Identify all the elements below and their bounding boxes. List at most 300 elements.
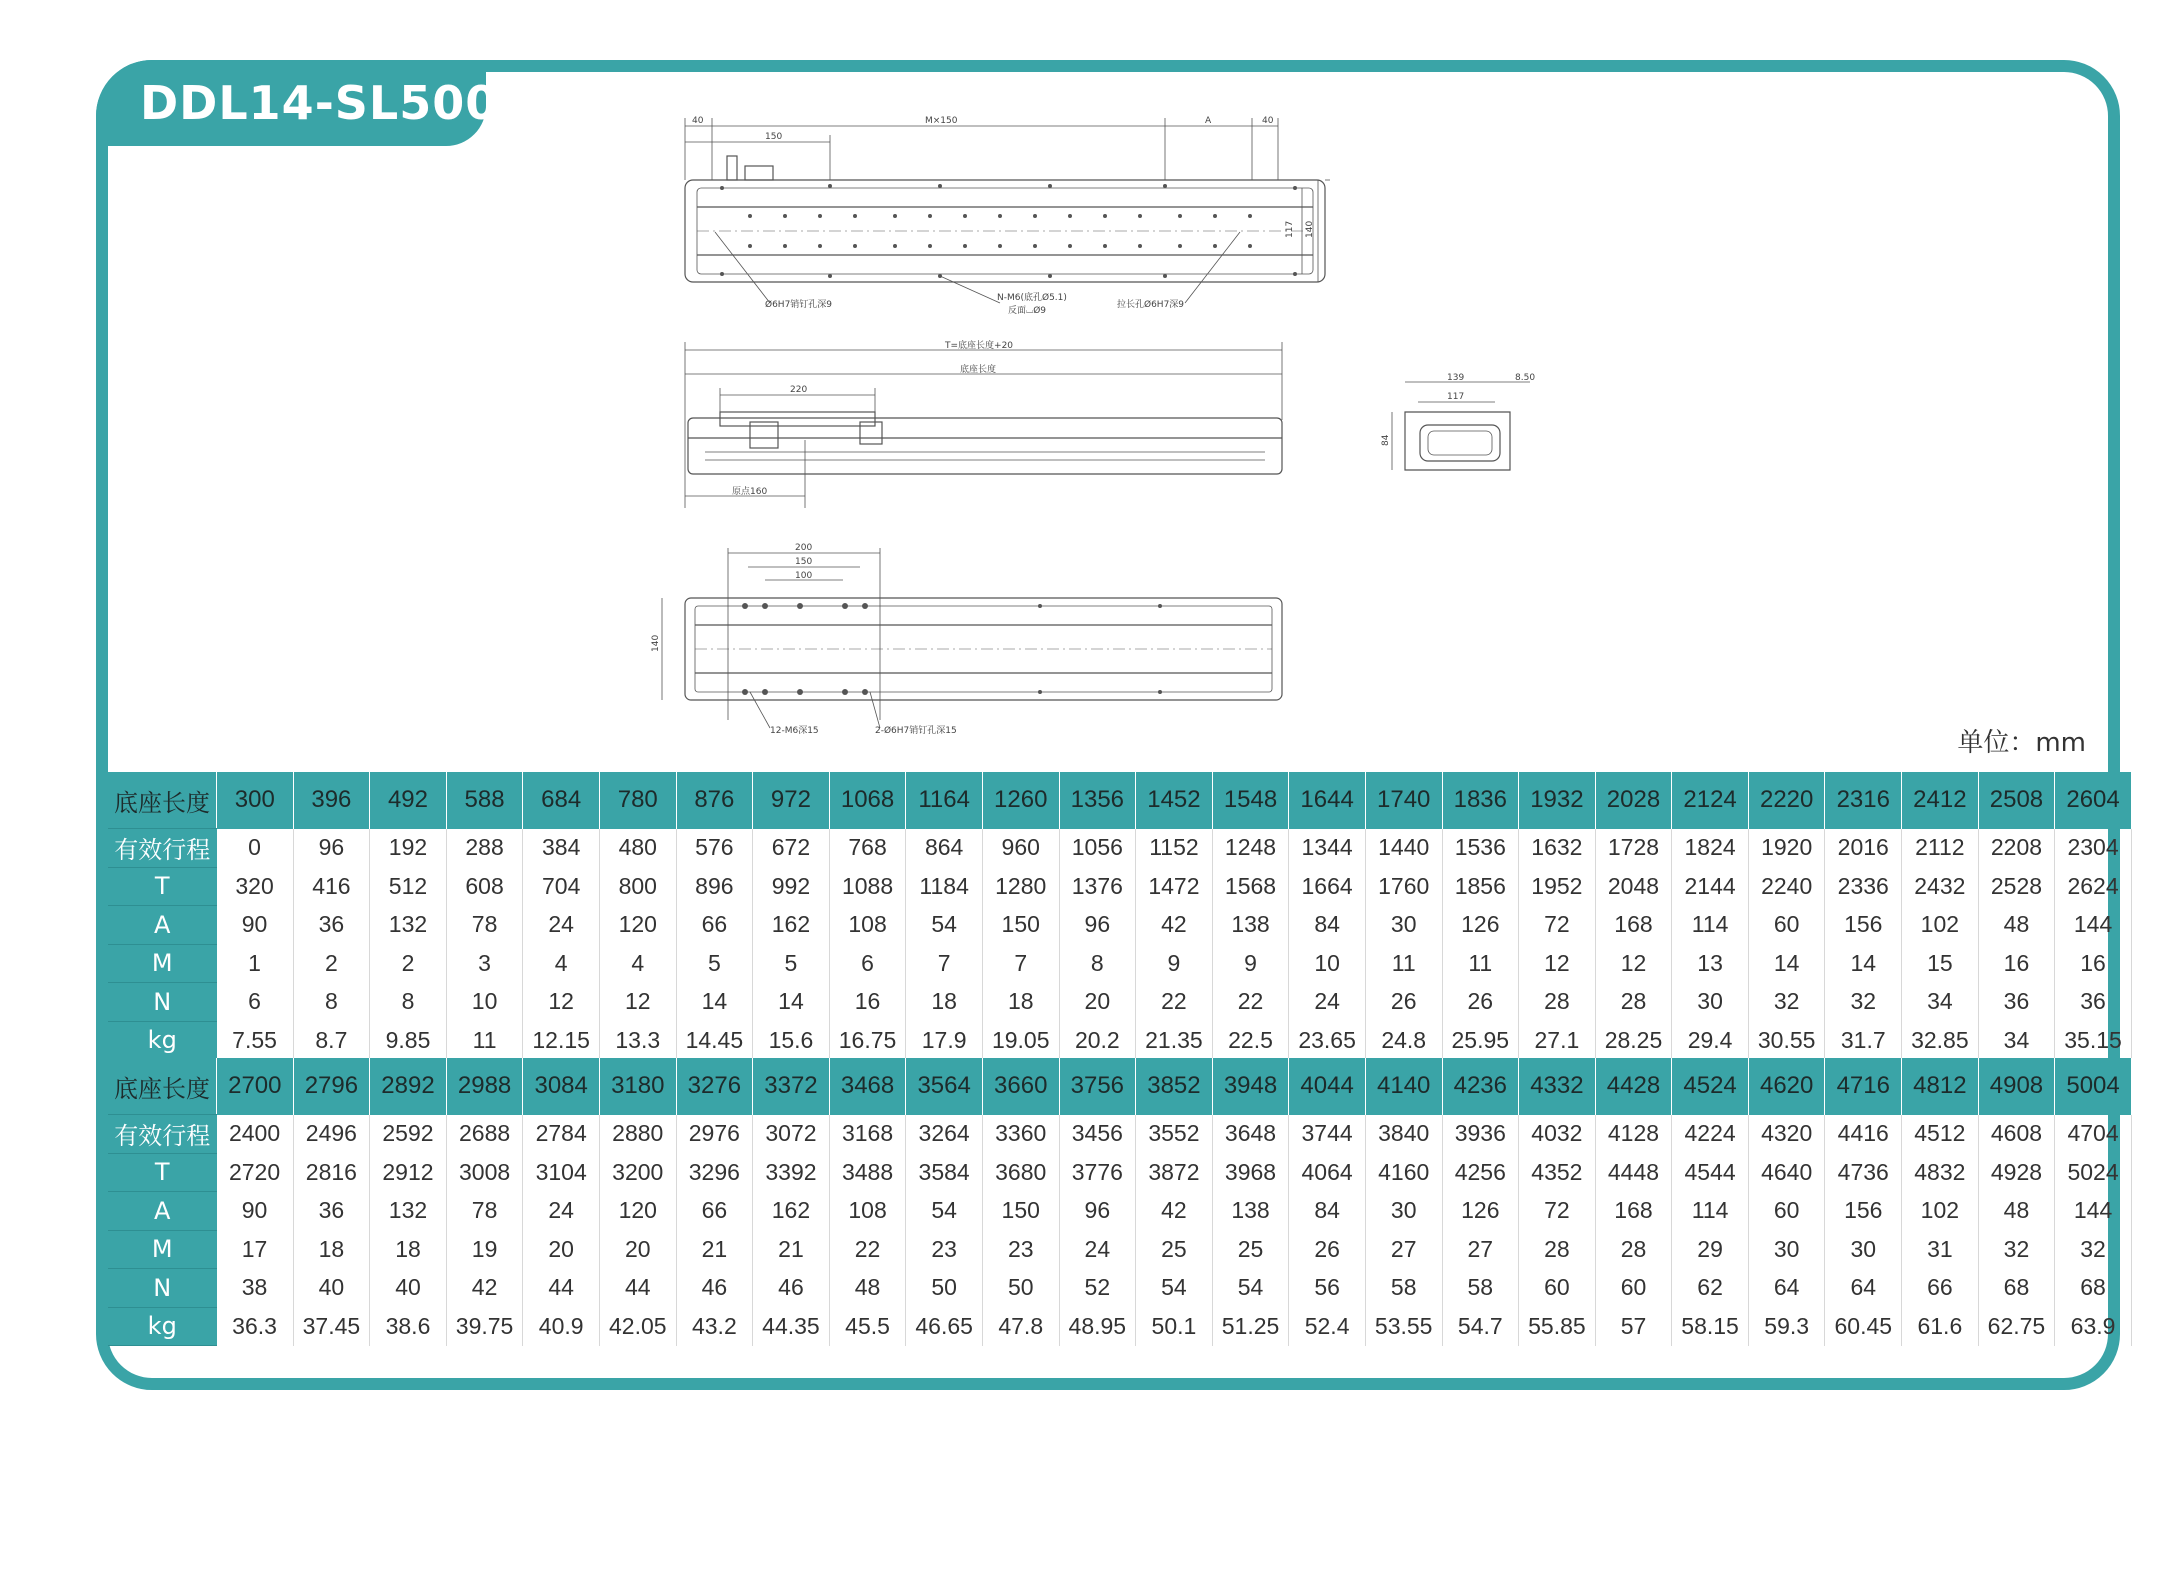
table-cell: 2144 [1672, 867, 1749, 906]
table-cell: 1248 [1212, 829, 1289, 868]
dim-origin-160: 原点160 [732, 487, 768, 497]
table-cell: 66 [676, 1192, 753, 1231]
table-cell: 4416 [1825, 1115, 1902, 1154]
table-cell: 46 [753, 1269, 830, 1308]
table-cell: 21 [753, 1230, 830, 1269]
table-cell: 28 [1595, 1230, 1672, 1269]
table-cell: 162 [753, 906, 830, 945]
base-length-cell: 3660 [982, 1058, 1059, 1115]
table-cell: 3680 [982, 1153, 1059, 1192]
base-length-cell: 2124 [1672, 772, 1749, 829]
table-cell: 3584 [906, 1153, 983, 1192]
table-cell: 44 [599, 1269, 676, 1308]
table-cell: 21 [676, 1230, 753, 1269]
table-cell: 84 [1289, 906, 1366, 945]
base-length-cell: 492 [370, 772, 447, 829]
table-cell: 26 [1365, 983, 1442, 1022]
table-cell: 672 [753, 829, 830, 868]
table-cell: 6 [217, 983, 294, 1022]
table-cell: 2048 [1595, 867, 1672, 906]
table-cell: 38.6 [370, 1307, 447, 1346]
table-cell: 1 [217, 944, 294, 983]
base-length-cell: 780 [599, 772, 676, 829]
base-length-cell: 4908 [1978, 1058, 2055, 1115]
dim-117: 117 [1285, 220, 1295, 238]
table-cell: 144 [2055, 1192, 2132, 1231]
table-cell: 1728 [1595, 829, 1672, 868]
table-cell: 16 [1978, 944, 2055, 983]
table-cell: 42 [1136, 1192, 1213, 1231]
table-cell: 1056 [1059, 829, 1136, 868]
table-cell: 78 [446, 1192, 523, 1231]
table-cell: 50.1 [1136, 1307, 1213, 1346]
table-cell: 102 [1902, 906, 1979, 945]
table-cell: 2336 [1825, 867, 1902, 906]
table-cell: 42 [1136, 906, 1213, 945]
table-cell: 36 [1978, 983, 2055, 1022]
table-cell: 20.2 [1059, 1021, 1136, 1060]
row-label: 底座长度 [108, 772, 217, 829]
spec-table-2 [108, 1058, 2132, 1346]
table-cell: 1344 [1289, 829, 1366, 868]
table-cell: 896 [676, 867, 753, 906]
table-cell: 2 [370, 944, 447, 983]
top-view [685, 116, 1330, 316]
product-title: DDL14-SL5009 [140, 76, 532, 130]
table-cell: 114 [1672, 1192, 1749, 1231]
base-length-cell: 2508 [1978, 772, 2055, 829]
base-length-cell: 1740 [1365, 772, 1442, 829]
table-cell: 66 [1902, 1269, 1979, 1308]
table-cell: 8 [293, 983, 370, 1022]
table-cell: 36.3 [217, 1307, 294, 1346]
table-cell: 27 [1442, 1230, 1519, 1269]
table-cell: 2 [293, 944, 370, 983]
table-cell: 2784 [523, 1115, 600, 1154]
table-cell: 30 [1365, 906, 1442, 945]
table-cell: 2496 [293, 1115, 370, 1154]
dim-t: T=底座长度+20 [945, 341, 1014, 351]
row-label: T [108, 1153, 217, 1192]
table-cell: 416 [293, 867, 370, 906]
table-cell: 31.7 [1825, 1021, 1902, 1060]
table-cell: 58 [1365, 1269, 1442, 1308]
base-length-cell: 2796 [293, 1058, 370, 1115]
table-cell: 60.45 [1825, 1307, 1902, 1346]
table-cell: 8 [1059, 944, 1136, 983]
table-cell: 28.25 [1595, 1021, 1672, 1060]
dim-139: 139 [1447, 373, 1465, 383]
row-label: N [108, 1269, 217, 1308]
table-cell: 12 [523, 983, 600, 1022]
table-cell: 17.9 [906, 1021, 983, 1060]
table-cell: 3360 [982, 1115, 1059, 1154]
table-cell: 37.45 [293, 1307, 370, 1346]
table-cell: 24 [523, 906, 600, 945]
table-cell: 3776 [1059, 1153, 1136, 1192]
table-row [108, 906, 2131, 945]
table-cell: 10 [446, 983, 523, 1022]
base-length-row [108, 1058, 2131, 1115]
base-length-cell: 4140 [1365, 1058, 1442, 1115]
table-cell: 11 [1442, 944, 1519, 983]
table-cell: 4032 [1519, 1115, 1596, 1154]
row-label: M [108, 944, 217, 983]
table-cell: 1568 [1212, 867, 1289, 906]
table-cell: 14 [1748, 944, 1825, 983]
table-cell: 3 [446, 944, 523, 983]
table-cell: 11 [1365, 944, 1442, 983]
table-cell: 48 [1978, 1192, 2055, 1231]
table-cell: 4736 [1825, 1153, 1902, 1192]
table-cell: 1824 [1672, 829, 1749, 868]
table-cell: 2816 [293, 1153, 370, 1192]
table-cell: 19 [446, 1230, 523, 1269]
dim-84: 84 [1381, 434, 1391, 446]
base-length-cell: 972 [753, 772, 830, 829]
table-cell: 1376 [1059, 867, 1136, 906]
dim-100: 100 [795, 571, 813, 581]
table-cell: 72 [1519, 1192, 1596, 1231]
base-length-cell: 3852 [1136, 1058, 1213, 1115]
end-view [1381, 373, 1535, 470]
table-cell: 156 [1825, 906, 1902, 945]
table-cell: 42.05 [599, 1307, 676, 1346]
table-cell: 24 [523, 1192, 600, 1231]
table-cell: 156 [1825, 1192, 1902, 1231]
base-length-cell: 1932 [1519, 772, 1596, 829]
table-cell: 23.65 [1289, 1021, 1366, 1060]
table-cell: 48 [829, 1269, 906, 1308]
base-length-cell: 4332 [1519, 1058, 1596, 1115]
table-cell: 2688 [446, 1115, 523, 1154]
table-cell: 2880 [599, 1115, 676, 1154]
table-cell: 7 [982, 944, 1059, 983]
table-cell: 24 [1289, 983, 1366, 1022]
table-cell: 4064 [1289, 1153, 1366, 1192]
table-cell: 30 [1748, 1230, 1825, 1269]
table-cell: 4928 [1978, 1153, 2055, 1192]
table-cell: 51.25 [1212, 1307, 1289, 1346]
base-length-cell: 1644 [1289, 772, 1366, 829]
table-cell: 56 [1289, 1269, 1366, 1308]
table-cell: 53.55 [1365, 1307, 1442, 1346]
table-cell: 1664 [1289, 867, 1366, 906]
table-cell: 7.55 [217, 1021, 294, 1060]
table-cell: 126 [1442, 1192, 1519, 1231]
table-cell: 24 [1059, 1230, 1136, 1269]
table-cell: 22 [829, 1230, 906, 1269]
table-cell: 25.95 [1442, 1021, 1519, 1060]
table-cell: 5 [753, 944, 830, 983]
side-view [685, 339, 1282, 508]
table-cell: 2112 [1902, 829, 1979, 868]
table-cell: 3296 [676, 1153, 753, 1192]
table-cell: 1440 [1365, 829, 1442, 868]
table-cell: 30 [1672, 983, 1749, 1022]
base-length-cell: 1068 [829, 772, 906, 829]
base-length-cell: 4812 [1902, 1058, 1979, 1115]
row-label: 有效行程 [108, 1115, 217, 1154]
base-length-cell: 5004 [2055, 1058, 2132, 1115]
row-label: M [108, 1230, 217, 1269]
table-cell: 150 [982, 906, 1059, 945]
dim-m-150: M×150 [925, 116, 958, 126]
table-cell: 18 [906, 983, 983, 1022]
table-row [108, 1115, 2131, 1154]
table-cell: 4320 [1748, 1115, 1825, 1154]
table-cell: 2528 [1978, 867, 2055, 906]
dim-150: 150 [765, 132, 783, 142]
table-cell: 132 [370, 906, 447, 945]
table-cell: 14.45 [676, 1021, 753, 1060]
table-cell: 17 [217, 1230, 294, 1269]
base-length-cell: 4428 [1595, 1058, 1672, 1115]
base-length-cell: 1164 [906, 772, 983, 829]
table-cell: 138 [1212, 1192, 1289, 1231]
table-cell: 992 [753, 867, 830, 906]
table-cell: 96 [1059, 1192, 1136, 1231]
table-cell: 27.1 [1519, 1021, 1596, 1060]
row-label: T [108, 867, 217, 906]
table-cell: 54 [1212, 1269, 1289, 1308]
table-cell: 78 [446, 906, 523, 945]
table-cell: 60 [1748, 1192, 1825, 1231]
note-2-pin-hole: 2-Ø6H7销钉孔深15 [875, 726, 957, 736]
table-cell: 15 [1902, 944, 1979, 983]
base-length-cell: 2700 [217, 1058, 294, 1115]
table-cell: 36 [293, 1192, 370, 1231]
table-cell: 3488 [829, 1153, 906, 1192]
table-cell: 3872 [1136, 1153, 1213, 1192]
table-cell: 4608 [1978, 1115, 2055, 1154]
table-cell: 150 [982, 1192, 1059, 1231]
table-cell: 26 [1442, 983, 1519, 1022]
table-cell: 4 [599, 944, 676, 983]
table-cell: 9.85 [370, 1021, 447, 1060]
base-length-cell: 1548 [1212, 772, 1289, 829]
table-cell: 39.75 [446, 1307, 523, 1346]
base-length-cell: 2220 [1748, 772, 1825, 829]
base-length-row [108, 772, 2131, 829]
table-cell: 3968 [1212, 1153, 1289, 1192]
table-cell: 12 [1595, 944, 1672, 983]
table-cell: 114 [1672, 906, 1749, 945]
table-cell: 9 [1212, 944, 1289, 983]
table-cell: 14 [753, 983, 830, 1022]
table-cell: 59.3 [1748, 1307, 1825, 1346]
table-cell: 4128 [1595, 1115, 1672, 1154]
table-cell: 4256 [1442, 1153, 1519, 1192]
table-cell: 3200 [599, 1153, 676, 1192]
table-cell: 32 [1825, 983, 1902, 1022]
row-label: 有效行程 [108, 829, 217, 868]
table-cell: 40.9 [523, 1307, 600, 1346]
table-cell: 44 [523, 1269, 600, 1308]
table-cell: 4448 [1595, 1153, 1672, 1192]
base-length-cell: 396 [293, 772, 370, 829]
table-cell: 5024 [2055, 1153, 2132, 1192]
table-cell: 46 [676, 1269, 753, 1308]
spec-table-1 [108, 772, 2132, 1060]
table-cell: 2016 [1825, 829, 1902, 868]
table-cell: 28 [1595, 983, 1672, 1022]
table-cell: 54 [906, 906, 983, 945]
table-cell: 26 [1289, 1230, 1366, 1269]
table-cell: 68 [2055, 1269, 2132, 1308]
table-cell: 768 [829, 829, 906, 868]
base-length-cell: 300 [217, 772, 294, 829]
table-cell: 23 [906, 1230, 983, 1269]
base-length-cell: 4236 [1442, 1058, 1519, 1115]
table-cell: 30.55 [1748, 1021, 1825, 1060]
table-cell: 1920 [1748, 829, 1825, 868]
table-cell: 3936 [1442, 1115, 1519, 1154]
table-cell: 3648 [1212, 1115, 1289, 1154]
table-cell: 20 [523, 1230, 600, 1269]
table-cell: 63.9 [2055, 1307, 2132, 1346]
table-cell: 108 [829, 906, 906, 945]
table-cell: 1472 [1136, 867, 1213, 906]
table-cell: 4352 [1519, 1153, 1596, 1192]
table-cell: 2976 [676, 1115, 753, 1154]
table-cell: 72 [1519, 906, 1596, 945]
table-cell: 48.95 [1059, 1307, 1136, 1346]
table-cell: 46.65 [906, 1307, 983, 1346]
base-length-cell: 3276 [676, 1058, 753, 1115]
table-cell: 1952 [1519, 867, 1596, 906]
table-cell: 480 [599, 829, 676, 868]
table-cell: 19.05 [982, 1021, 1059, 1060]
base-length-cell: 3564 [906, 1058, 983, 1115]
table-row [108, 867, 2131, 906]
table-cell: 1632 [1519, 829, 1596, 868]
table-cell: 120 [599, 1192, 676, 1231]
table-cell: 18 [982, 983, 1059, 1022]
base-length-cell: 3468 [829, 1058, 906, 1115]
table-cell: 384 [523, 829, 600, 868]
table-cell: 38 [217, 1269, 294, 1308]
table-cell: 576 [676, 829, 753, 868]
table-cell: 168 [1595, 906, 1672, 945]
table-cell: 960 [982, 829, 1059, 868]
table-cell: 108 [829, 1192, 906, 1231]
table-cell: 50 [982, 1269, 1059, 1308]
table-cell: 61.6 [1902, 1307, 1979, 1346]
note-counterbore: 反面⌴Ø9 [1008, 306, 1047, 316]
table-cell: 138 [1212, 906, 1289, 945]
table-cell: 47.8 [982, 1307, 1059, 1346]
table-cell: 52.4 [1289, 1307, 1366, 1346]
table-cell: 12 [1519, 944, 1596, 983]
table-cell: 15.6 [753, 1021, 830, 1060]
table-cell: 704 [523, 867, 600, 906]
table-cell: 40 [293, 1269, 370, 1308]
table-cell: 36 [2055, 983, 2132, 1022]
base-length-cell: 2028 [1595, 772, 1672, 829]
table-cell: 9 [1136, 944, 1213, 983]
base-length-cell: 3180 [599, 1058, 676, 1115]
table-row [108, 1230, 2131, 1269]
table-cell: 5 [676, 944, 753, 983]
table-cell: 1856 [1442, 867, 1519, 906]
table-cell: 4704 [2055, 1115, 2132, 1154]
table-row [108, 829, 2131, 868]
dim-200: 200 [795, 543, 813, 553]
dim-a: A [1205, 116, 1212, 126]
dim-150-bottom: 150 [795, 557, 813, 567]
table-cell: 21.35 [1136, 1021, 1213, 1060]
table-cell: 800 [599, 867, 676, 906]
dim-140: 140 [1305, 220, 1315, 238]
table-row [108, 1269, 2131, 1308]
table-cell: 43.2 [676, 1307, 753, 1346]
base-length-cell: 684 [523, 772, 600, 829]
table-row [108, 1192, 2131, 1231]
table-cell: 3264 [906, 1115, 983, 1154]
table-cell: 27 [1365, 1230, 1442, 1269]
table-cell: 4224 [1672, 1115, 1749, 1154]
base-length-cell: 4620 [1748, 1058, 1825, 1115]
table-cell: 6 [829, 944, 906, 983]
base-length-cell: 2316 [1825, 772, 1902, 829]
table-cell: 60 [1595, 1269, 1672, 1308]
table-cell: 3104 [523, 1153, 600, 1192]
table-cell: 60 [1748, 906, 1825, 945]
table-cell: 3072 [753, 1115, 830, 1154]
dim-140-bottom: 140 [651, 634, 661, 652]
unit-label: 单位：mm [1957, 728, 2086, 758]
table-cell: 1760 [1365, 867, 1442, 906]
table-cell: 24.8 [1365, 1021, 1442, 1060]
table-cell: 36 [293, 906, 370, 945]
table-cell: 102 [1902, 1192, 1979, 1231]
table-cell: 35.15 [2055, 1021, 2132, 1060]
note-n-m6: N-M6(底孔Ø5.1) [997, 293, 1067, 303]
table-cell: 13 [1672, 944, 1749, 983]
table-cell: 32 [1748, 983, 1825, 1022]
row-label: 底座长度 [108, 1058, 217, 1115]
table-cell: 2912 [370, 1153, 447, 1192]
table-cell: 84 [1289, 1192, 1366, 1231]
table-cell: 30 [1825, 1230, 1902, 1269]
table-cell: 13.3 [599, 1021, 676, 1060]
table-cell: 34 [1902, 983, 1979, 1022]
table-cell: 10 [1289, 944, 1366, 983]
table-cell: 18 [370, 1230, 447, 1269]
table-cell: 120 [599, 906, 676, 945]
table-cell: 96 [293, 829, 370, 868]
dim-base-length: 底座长度 [960, 365, 997, 375]
table-cell: 0 [217, 829, 294, 868]
table-cell: 54.7 [1442, 1307, 1519, 1346]
table-cell: 44.35 [753, 1307, 830, 1346]
table-cell: 29.4 [1672, 1021, 1749, 1060]
table-cell: 3008 [446, 1153, 523, 1192]
table-cell: 864 [906, 829, 983, 868]
table-cell: 4544 [1672, 1153, 1749, 1192]
base-length-cell: 3372 [753, 1058, 830, 1115]
base-length-cell: 2988 [446, 1058, 523, 1115]
note-12-m6: 12-M6深15 [770, 726, 819, 736]
table-cell: 1536 [1442, 829, 1519, 868]
table-cell: 58.15 [1672, 1307, 1749, 1346]
table-cell: 2624 [2055, 867, 2132, 906]
table-cell: 25 [1136, 1230, 1213, 1269]
base-length-cell: 3756 [1059, 1058, 1136, 1115]
table-cell: 54 [1136, 1269, 1213, 1308]
table-cell: 3168 [829, 1115, 906, 1154]
